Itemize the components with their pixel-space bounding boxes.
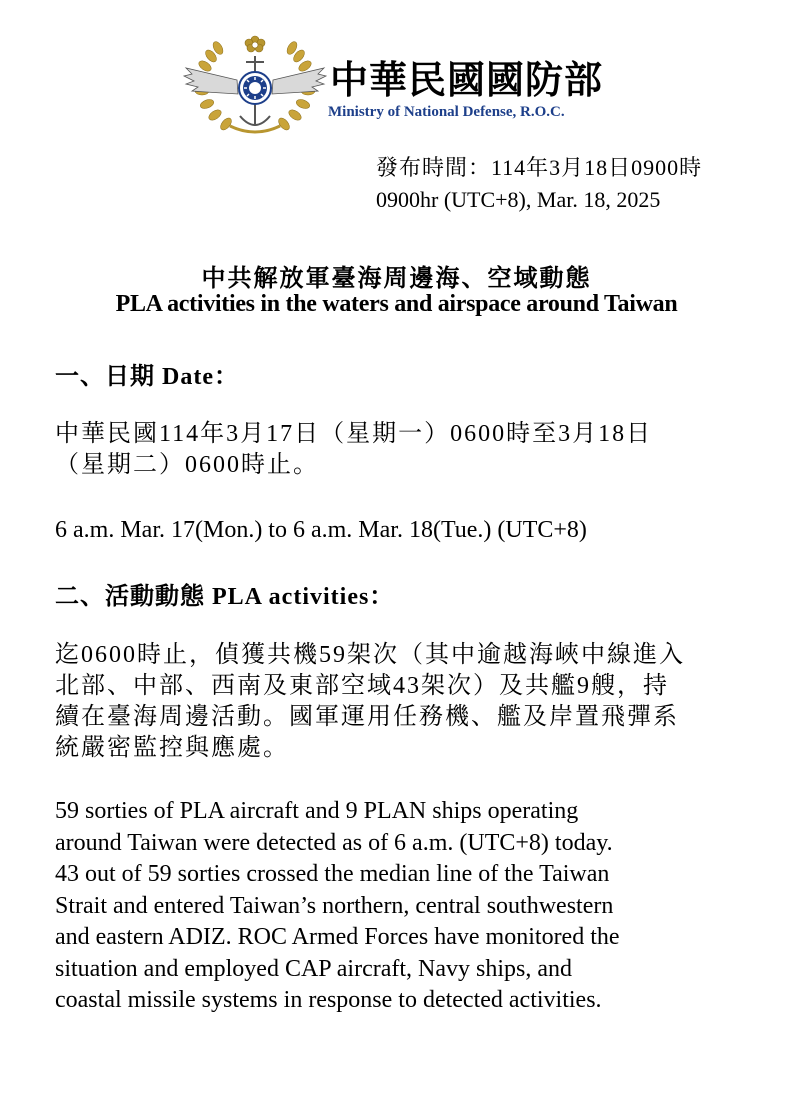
activities-en-line: coastal missile systems in response to detected activities.	[55, 987, 602, 1013]
ribbon-icon	[230, 126, 280, 132]
date-zh-line: 中華民國114年3月17日（星期一）0600時至3月18日	[55, 421, 653, 447]
activities-en-paragraph	[55, 796, 620, 1017]
crown-icon	[245, 36, 265, 52]
activities-zh-line: 北部、中部、西南及東部空域43架次）及共艦9艘，持	[55, 673, 669, 699]
sun-emblem-icon	[239, 72, 271, 104]
activities-zh-line: 迄0600時止，偵獲共機59架次（其中逾越海峽中線進入	[55, 642, 685, 668]
activities-en-line: and eastern ADIZ. ROC Armed Forces have monitored the	[55, 924, 620, 950]
activities-zh-paragraph	[55, 640, 685, 764]
date-zh-line: （星期二）0600時止。	[55, 452, 319, 478]
page-title-en: PLA activities in the waters and airspace around Taiwan	[115, 291, 678, 317]
section-date-heading: 一、日期 Date：	[55, 364, 239, 390]
activities-zh-line: 續在臺海周邊活動。國軍運用任務機、艦及岸置飛彈系	[55, 704, 679, 730]
activities-en-line: around Taiwan were detected as of 6 a.m. (UTC+8) today.	[55, 829, 613, 856]
activities-en-line: 59 sorties of PLA aircraft and 9 PLAN ships operating	[55, 798, 579, 824]
date-zh-paragraph	[55, 419, 652, 481]
activities-en-line: situation and employed CAP aircraft, Navy ships, and	[55, 955, 573, 982]
release-time-zh: 發布時間：114年3月18日0900時	[376, 155, 703, 180]
release-time	[376, 152, 702, 216]
date-en-paragraph: 6 a.m. Mar. 17(Mon.) to 6 a.m. Mar. 18(Tue.) (UTC+8)	[55, 517, 587, 543]
org-name-en: Ministry of National Defense, R.O.C.	[328, 104, 565, 120]
activities-en-line: 43 out of 59 sorties crossed the median line of the Taiwan	[55, 861, 610, 887]
page-title-zh: 中共解放軍臺海周邊海、空域動態	[201, 266, 592, 292]
org-name-zh: 中華民國國防部	[330, 58, 604, 102]
release-time-en: 0900hr (UTC+8), Mar. 18, 2025	[376, 187, 661, 212]
activities-zh-line: 統嚴密監控與應處。	[55, 735, 289, 761]
ministry-emblem-logo	[180, 34, 330, 139]
activities-en-line: Strait and entered Taiwan’s northern, central southwestern	[55, 892, 614, 919]
section-activities-heading: 二、活動動態 PLA activities：	[55, 584, 395, 610]
